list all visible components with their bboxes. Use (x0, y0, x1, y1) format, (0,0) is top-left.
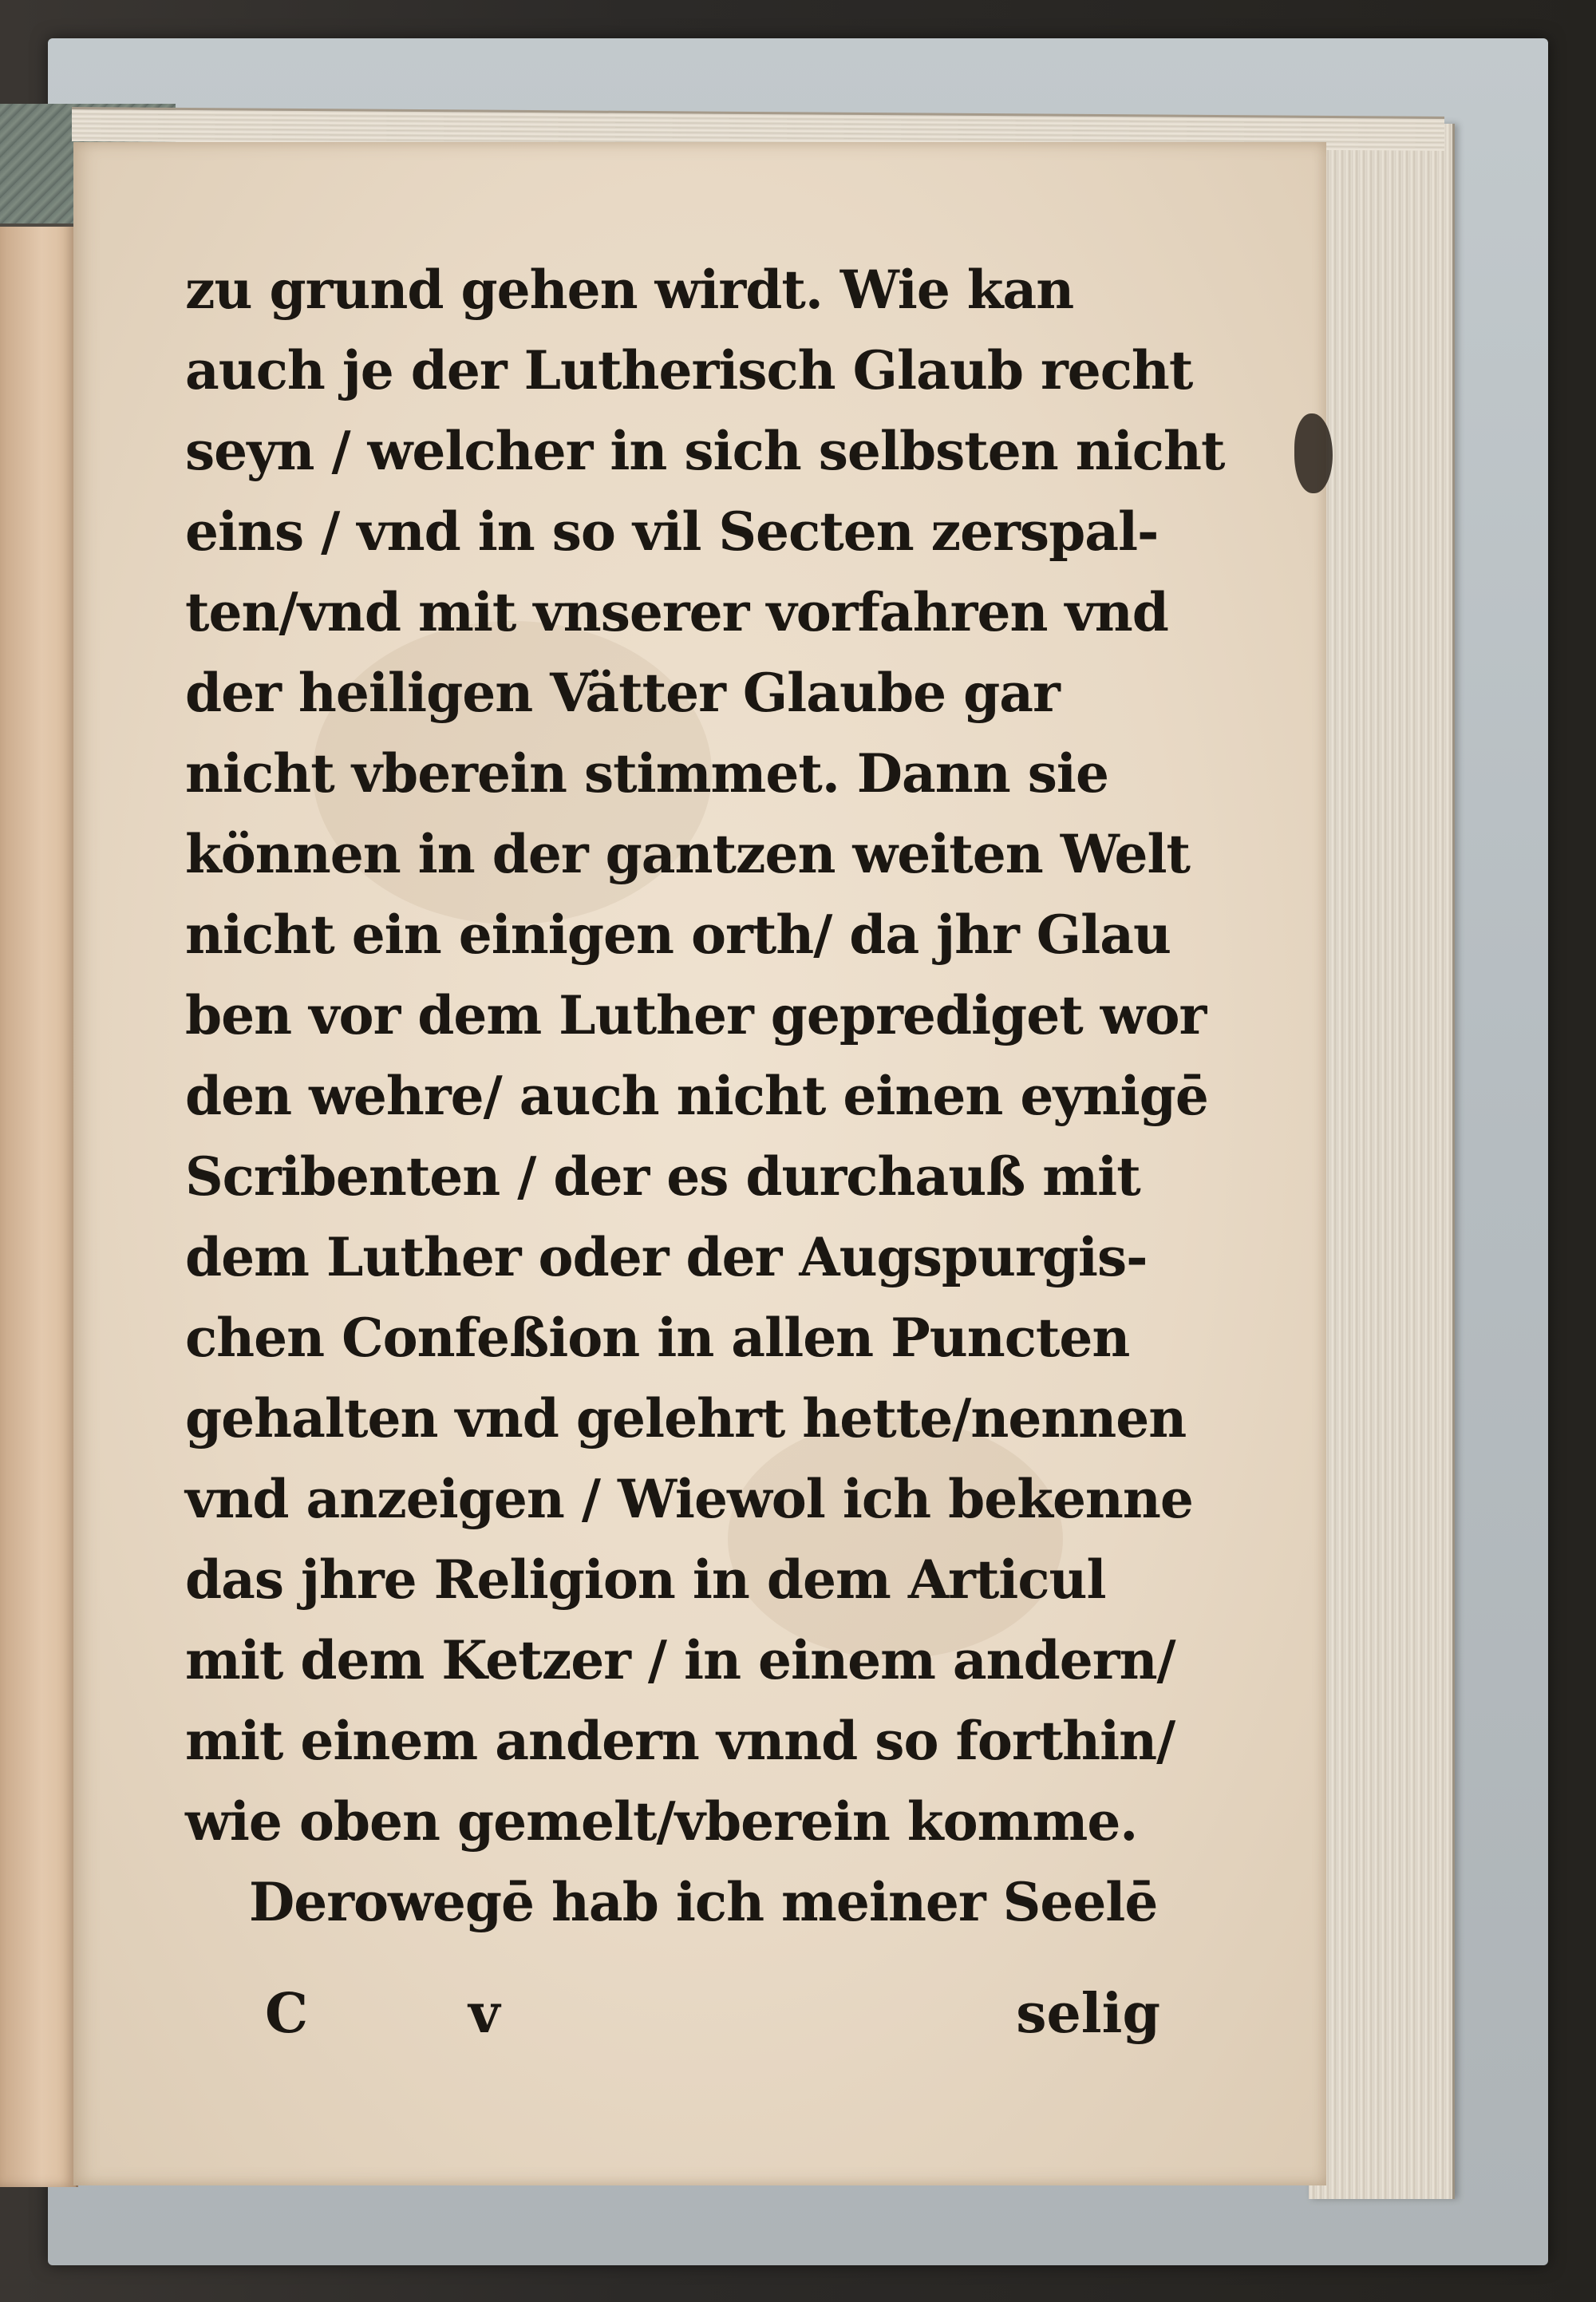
text-line: mit dem Ketzer / in einem andern/ (185, 1629, 1175, 1691)
text-line: nicht ein einigen orth/ da jhr Glau (185, 904, 1171, 966)
text-line: eins / vnd in so vil Secten zerspal- (185, 500, 1159, 563)
text-line: den wehre/ auch nicht einen eynigē (185, 1065, 1208, 1127)
text-line: seyn / welcher in sich selbsten nicht (185, 420, 1225, 482)
text-line: können in der gantzen weiten Welt (185, 823, 1191, 885)
catchword: selig (1016, 1982, 1160, 2046)
left-page-edge (0, 104, 78, 2187)
text-line: Scribenten / der es durchauß mit (185, 1145, 1140, 1208)
text-line: das jhre Religion in dem Articul (185, 1549, 1106, 1611)
text-line: zu grund gehen wirdt. Wie kan (185, 259, 1074, 321)
page-edges-right (1309, 124, 1455, 2199)
text-line: nicht vberein stimmet. Dann sie (185, 742, 1108, 805)
book-page (73, 142, 1326, 2185)
text-line: ben vor dem Luther geprediget wor (185, 984, 1207, 1046)
signature-mark: C (265, 1982, 309, 2046)
text-line: wie oben gemelt/vberein komme. (185, 1790, 1138, 1853)
ink-blot (1294, 413, 1333, 493)
page-footer (185, 1982, 1160, 2070)
text-line: der heiligen Vätter Glaube gar (185, 662, 1060, 724)
text-line-indented: Derowegē hab ich meiner Seelē (249, 1871, 1158, 1933)
text-block (185, 250, 1225, 1943)
text-line: chen Confeßion in allen Puncten (185, 1307, 1130, 1369)
text-line: vnd anzeigen / Wiewol ich bekenne (185, 1468, 1193, 1530)
text-line: mit einem andern vnnd so forthin/ (185, 1710, 1175, 1772)
text-line: auch je der Lutherisch Glaub recht (185, 339, 1193, 401)
text-line: dem Luther oder der Augspurgis- (185, 1226, 1148, 1288)
text-line: gehalten vnd gelehrt hette/nennen (185, 1387, 1187, 1450)
signature-number: v (468, 1982, 500, 2046)
text-line: ten/vnd mit vnserer vorfahren vnd (185, 581, 1168, 643)
